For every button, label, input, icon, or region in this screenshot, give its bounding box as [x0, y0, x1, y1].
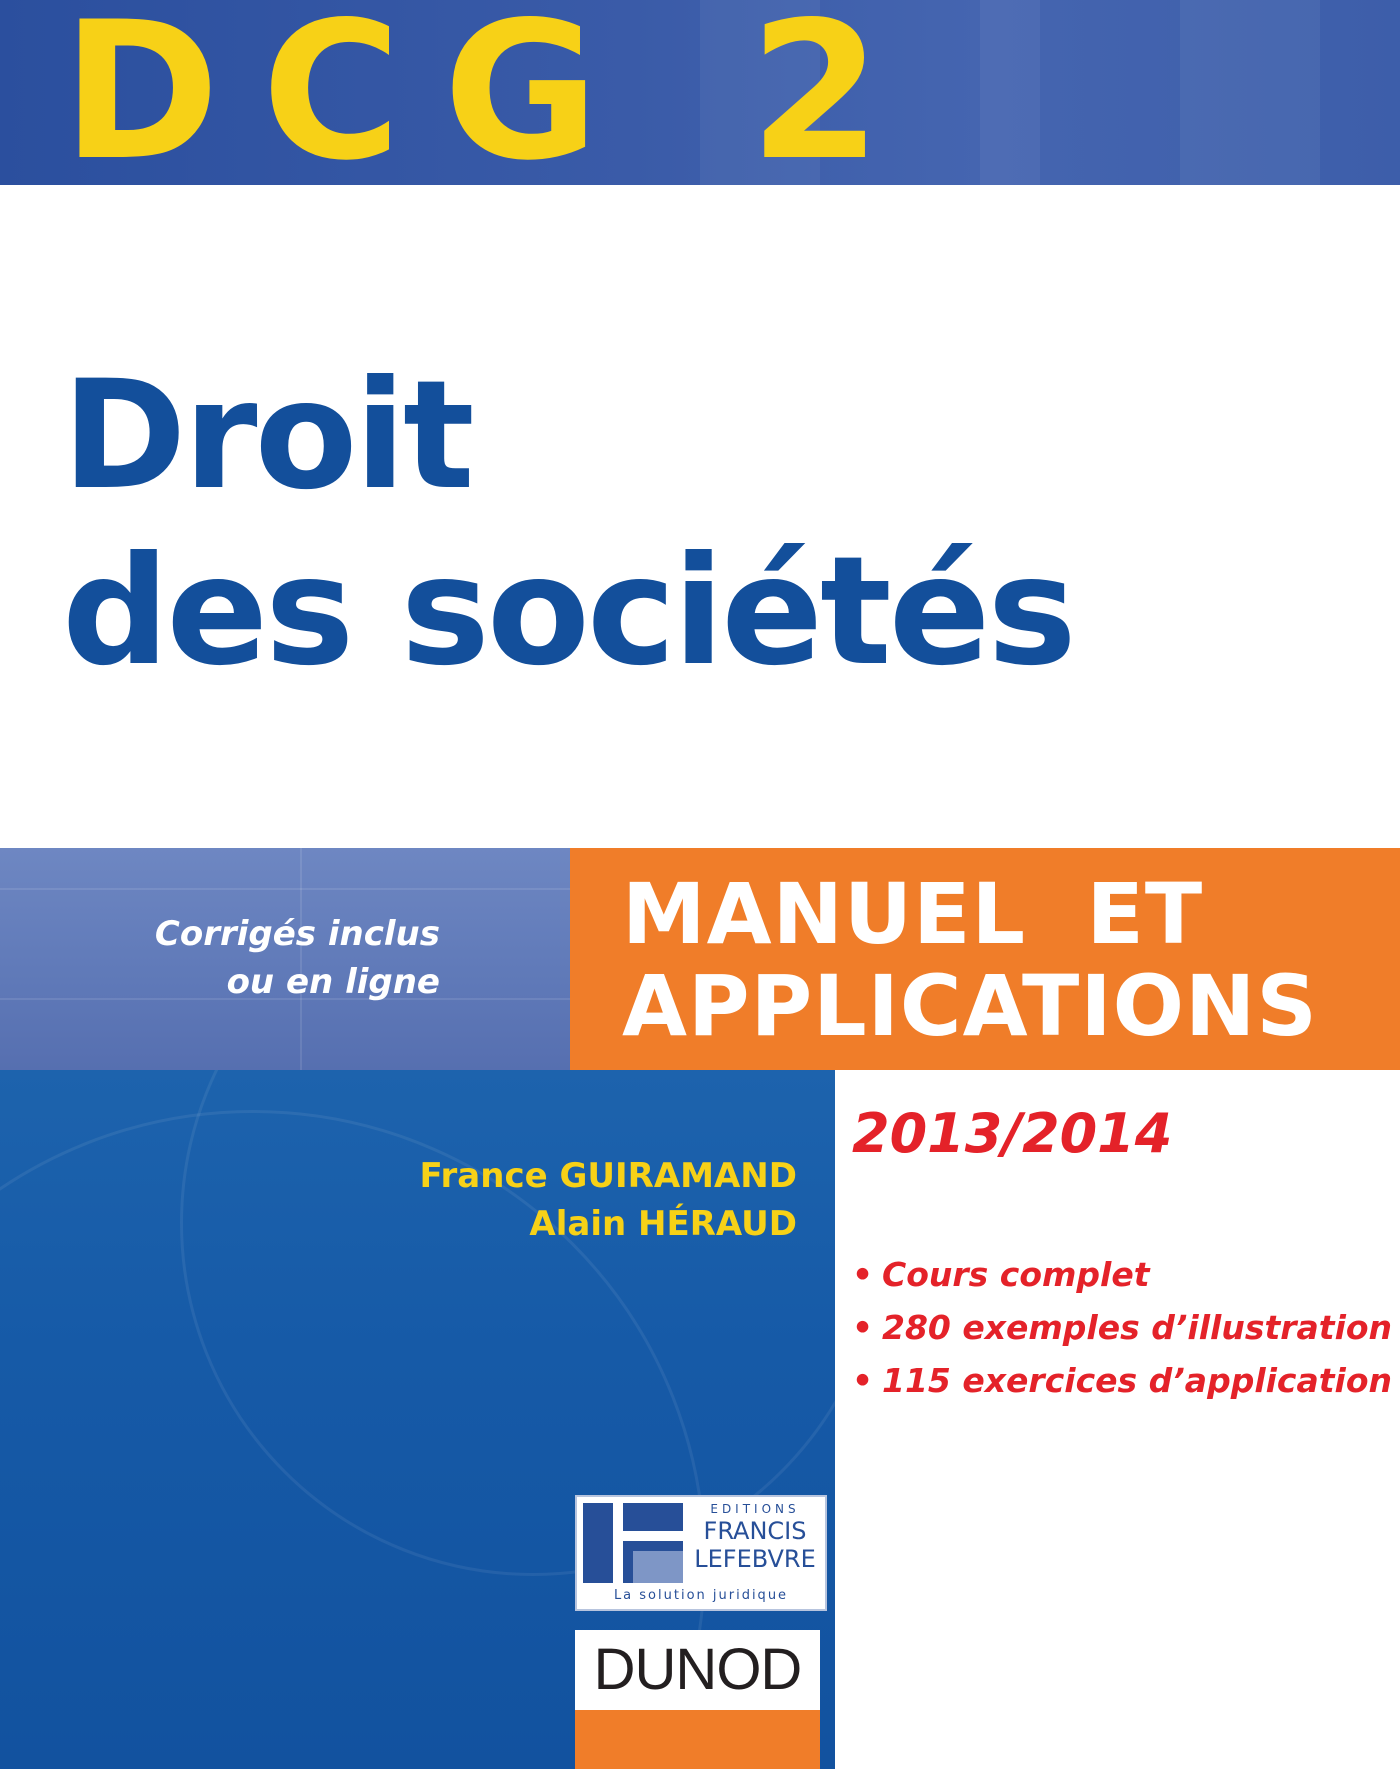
francis-lefebvre-logo-icon: [583, 1503, 683, 1583]
publisher-logo: [575, 1495, 827, 1611]
corriges-line-2: ou en ligne: [226, 962, 440, 1002]
collection-line-1: MANUEL ET: [622, 865, 1204, 963]
title-line-2: des sociétés: [62, 525, 1074, 699]
book-title: [62, 348, 1074, 700]
authors: [360, 1152, 797, 1248]
author-1: France GUIRAMAND: [419, 1156, 797, 1196]
logo-editions: EDITIONS: [710, 1502, 800, 1516]
collection-line-2: APPLICATIONS: [622, 957, 1318, 1055]
publisher-name: DUNOD: [593, 1637, 802, 1702]
logo-name-line-2: LEFEBVRE: [694, 1545, 816, 1573]
corriges-note: [0, 910, 440, 1006]
logo-name-line-1: FRANCIS: [703, 1517, 807, 1545]
features-list: [852, 1248, 1392, 1407]
title-line-1: Droit: [62, 349, 472, 523]
collection-label: [622, 865, 1318, 1055]
edition-year: 2013/2014: [852, 1102, 1173, 1165]
orange-spine-strip: [575, 1710, 820, 1769]
author-2: Alain HÉRAUD: [529, 1204, 797, 1244]
feature-item: • Cours complet: [852, 1248, 1392, 1301]
logo-tagline: La solution juridique: [613, 1588, 789, 1603]
logo-text: [689, 1501, 821, 1573]
feature-item: • 115 exercices d’application: [852, 1354, 1392, 1407]
series-label: DCG 2: [62, 0, 924, 185]
corriges-line-1: Corrigés inclus: [154, 914, 440, 954]
feature-item: • 280 exemples d’illustration: [852, 1301, 1392, 1354]
top-band: [0, 0, 1400, 185]
publisher-name-box: [575, 1630, 820, 1710]
